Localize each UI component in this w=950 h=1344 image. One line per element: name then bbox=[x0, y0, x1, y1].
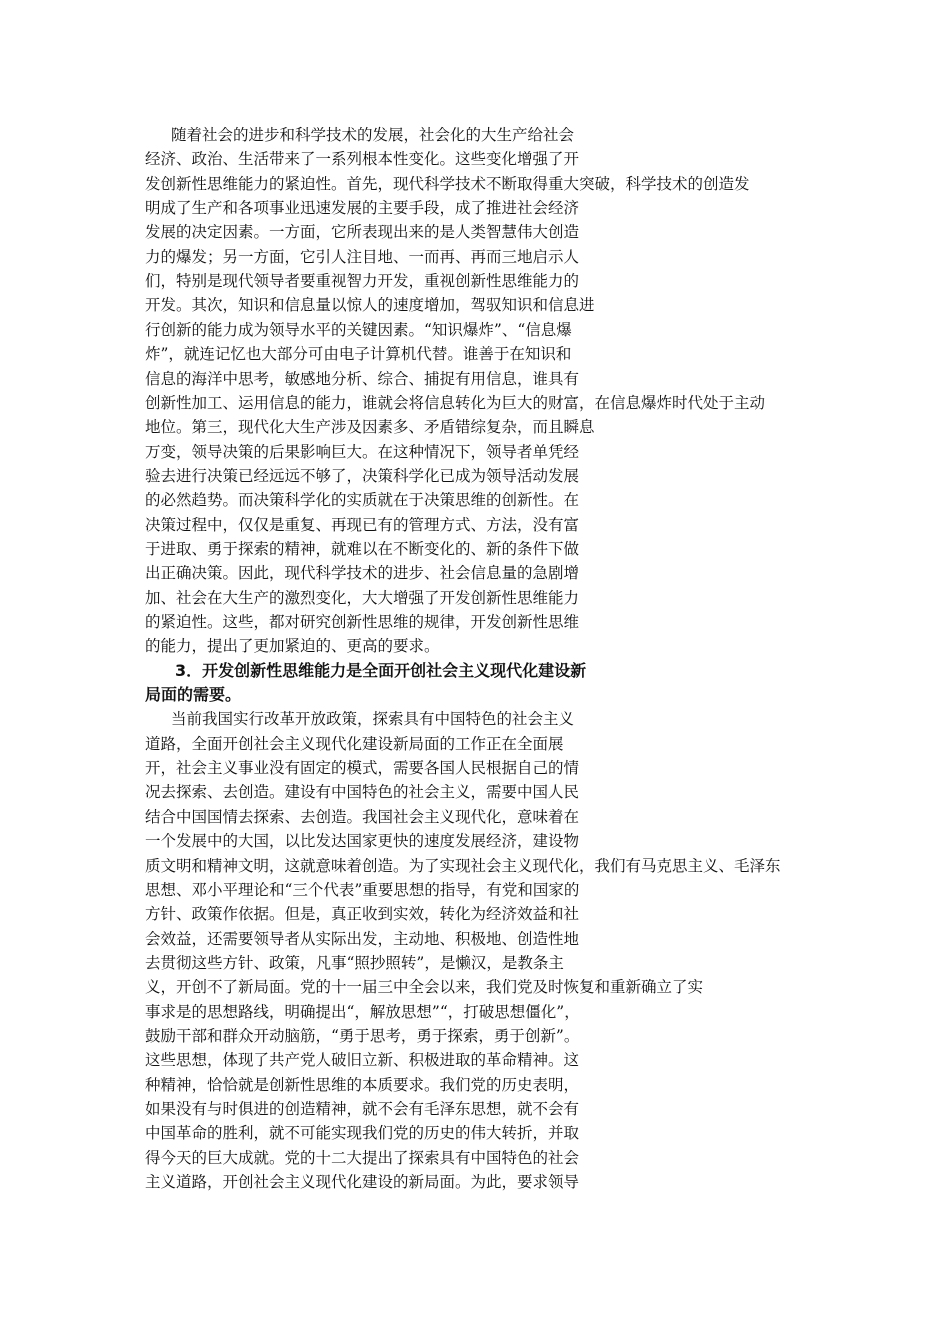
paragraph-line: 发创新性思维能力的紧迫性。首先，现代科学技术不断取得重大突破，科学技术的创造发 bbox=[145, 174, 750, 193]
paragraph-line: 们，特别是现代领导者要重视智力开发，重视创新性思维能力的 bbox=[145, 272, 580, 291]
paragraph-line: 的必然趋势。而决策科学化的实质就在于决策思维的创新性。在 bbox=[145, 491, 580, 510]
paragraph-line: 况去探索、去创造。建设有中国特色的社会主义，需要中国人民 bbox=[145, 783, 580, 802]
paragraph-line: 道路，全面开创社会主义现代化建设新局面的工作正在全面展 bbox=[145, 734, 564, 753]
paragraph-line: 加、社会在大生产的激烈变化，大大增强了开发创新性思维能力 bbox=[145, 588, 580, 607]
paragraph-line: 发展的决定因素。一方面，它所表现出来的是人类智慧伟大创造 bbox=[145, 223, 580, 242]
section-heading-line: 3．开发创新性思维能力是全面开创社会主义现代化建设新 bbox=[175, 660, 587, 680]
paragraph-line: 思想、邓小平理论和“三个代表”重要思想的指导，有党和国家的 bbox=[145, 880, 580, 899]
paragraph-line: 随着社会的进步和科学技术的发展，社会化的大生产给社会 bbox=[171, 126, 575, 144]
paragraph-line: 地位。第三，现代化大生产涉及因素多、矛盾错综复杂，而且瞬息 bbox=[145, 418, 595, 437]
section-heading-line: 局面的需要。 bbox=[145, 685, 242, 705]
paragraph-line: 义，开创不了新局面。党的十一届三中全会以来，我们党及时恢复和重新确立了实 bbox=[145, 978, 704, 997]
paragraph-line: 开发。其次，知识和信息量以惊人的速度增加，驾驭知识和信息进 bbox=[145, 296, 595, 315]
paragraph-line: 创新性加工、运用信息的能力，谁就会将信息转化为巨大的财富，在信息爆炸时代处于主动 bbox=[145, 393, 766, 412]
paragraph-line: 中国革命的胜利，就不可能实现我们党的历史的伟大转折，并取 bbox=[145, 1124, 580, 1143]
paragraph-line: 开，社会主义事业没有固定的模式，需要各国人民根据自己的情 bbox=[145, 759, 580, 778]
paragraph-line: 的紧迫性。这些，都对研究创新性思维的规律，开发创新性思维 bbox=[145, 613, 580, 631]
paragraph-line: 于进取、勇于探索的精神，就难以在不断变化的、新的条件下做 bbox=[145, 539, 580, 558]
paragraph-line: 事求是的思想路线，明确提出“，解放思想”“，打破思想僵化”， bbox=[145, 1002, 580, 1021]
paragraph-line: 当前我国实行改革开放政策，探索具有中国特色的社会主义 bbox=[171, 710, 575, 729]
paragraph-line: 信息的海洋中思考，敏感地分析、综合、捕捉有用信息，谁具有 bbox=[145, 369, 580, 388]
paragraph-line: 决策过程中，仅仅是重复、再现已有的管理方式、方法，没有富 bbox=[145, 515, 580, 534]
paragraph-line: 去贯彻这些方针、政策，凡事“照抄照转”，是懒汉，是教条主 bbox=[145, 953, 564, 972]
paragraph-line: 种精神，恰恰就是创新性思维的本质要求。我们党的历史表明， bbox=[145, 1075, 580, 1094]
paragraph-line: 经济、政治、生活带来了一系列根本性变化。这些变化增强了开 bbox=[145, 150, 580, 169]
paragraph-line: 这些思想，体现了共产党人破旧立新、积极进取的革命精神。这 bbox=[145, 1051, 580, 1070]
paragraph-line: 行创新的能力成为领导水平的关键因素。“知识爆炸”、“信息爆 bbox=[145, 320, 572, 339]
paragraph-line: 验去进行决策已经远远不够了，决策科学化已成为领导活动发展 bbox=[145, 466, 580, 485]
paragraph-line: 方针、政策作依据。但是，真正收到实效，转化为经济效益和社 bbox=[145, 905, 580, 924]
paragraph-line: 会效益，还需要领导者从实际出发，主动地、积极地、创造性地 bbox=[145, 929, 580, 948]
paragraph-line: 出正确决策。因此，现代科学技术的进步、社会信息量的急剧增 bbox=[145, 564, 580, 583]
paragraph-line: 鼓励干部和群众开动脑筋，“勇于思考，勇于探索，勇于创新”。 bbox=[145, 1026, 580, 1045]
paragraph-line: 一个发展中的大国，以比发达国家更快的速度发展经济，建设物 bbox=[145, 832, 580, 851]
paragraph-line: 主义道路，开创社会主义现代化建设的新局面。为此，要求领导 bbox=[145, 1173, 580, 1192]
paragraph-line: 万变，领导决策的后果影响巨大。在这种情况下，领导者单凭经 bbox=[145, 442, 580, 461]
paragraph-line: 得今天的巨大成就。党的十二大提出了探索具有中国特色的社会 bbox=[145, 1148, 580, 1167]
paragraph-line: 质文明和精神文明，这就意味着创造。为了实现社会主义现代化，我们有马克思主义、毛泽东 bbox=[145, 856, 781, 875]
paragraph-line: 如果没有与时俱进的创造精神，就不会有毛泽东思想，就不会有 bbox=[145, 1100, 580, 1118]
paragraph-line: 的能力，提出了更加紧迫的、更高的要求。 bbox=[145, 637, 440, 656]
paragraph-line: 明成了生产和各项事业迅速发展的主要手段，成了推进社会经济 bbox=[145, 199, 580, 218]
paragraph-line: 炸”，就连记忆也大部分可由电子计算机代替。谁善于在知识和 bbox=[145, 345, 572, 364]
paragraph-line: 力的爆发；另一方面，它引人注目地、一而再、再而三地启示人 bbox=[145, 247, 580, 266]
paragraph-line: 结合中国国情去探索、去创造。我国社会主义现代化，意味着在 bbox=[145, 807, 580, 826]
